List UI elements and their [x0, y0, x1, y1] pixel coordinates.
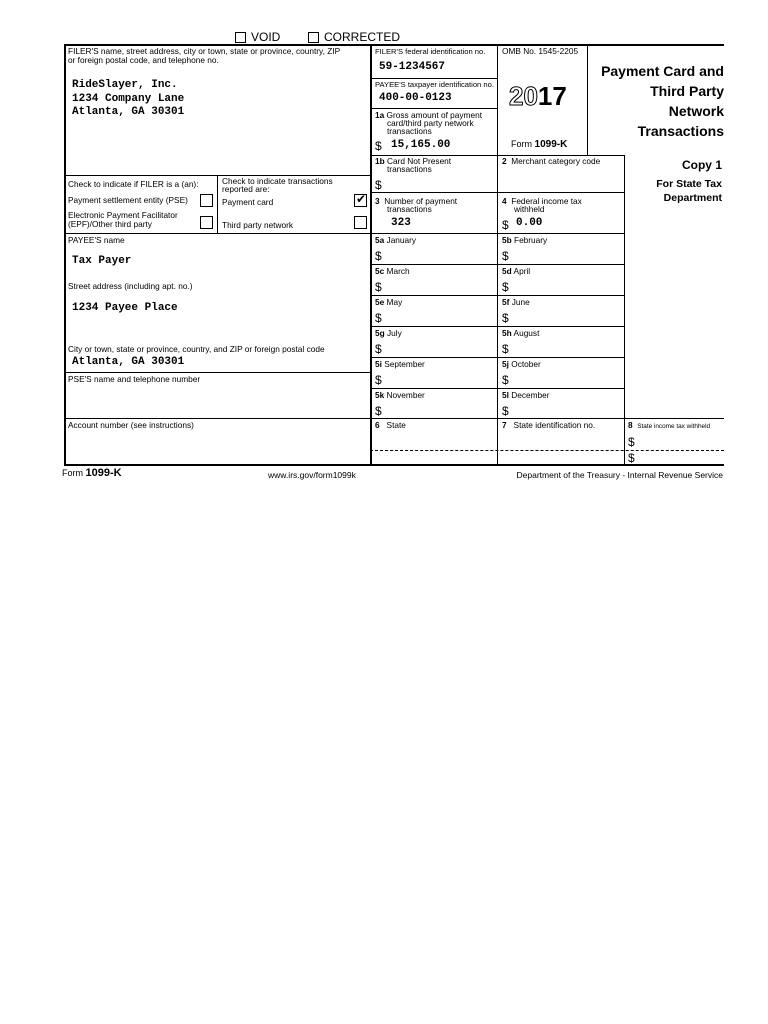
- box-3-label-1: 3 Number of payment: [375, 196, 458, 206]
- box-5f-label: 5f June: [502, 297, 530, 307]
- corrected-checkbox[interactable]: [308, 32, 319, 43]
- box-1b-label-2: transactions: [387, 164, 432, 174]
- box-5k-label: 5k November: [375, 390, 425, 400]
- payment-card-label: Payment card: [222, 197, 274, 207]
- box-5l-label: 5l December: [502, 390, 550, 400]
- box-5g-label: 5g July: [375, 328, 402, 338]
- void-checkbox[interactable]: [235, 32, 246, 43]
- pse-label: Payment settlement entity (PSE): [68, 195, 188, 205]
- payment-card-checkbox[interactable]: [354, 194, 367, 207]
- epf-label-1: Electronic Payment Facilitator: [68, 210, 178, 220]
- payee-tin-label: PAYEE'S taxpayer identification no.: [375, 80, 494, 89]
- footer-url[interactable]: www.irs.gov/form1099k: [268, 470, 356, 480]
- box-2-label: 2 Merchant category code: [502, 156, 601, 166]
- box-5d-dollar[interactable]: $: [502, 280, 509, 294]
- box-6-label: 6 State: [375, 420, 406, 430]
- pse-checkbox[interactable]: [200, 194, 213, 207]
- corrected-label: CORRECTED: [324, 30, 401, 44]
- form-title: Payment Card and Third Party Network Transactions: [601, 63, 724, 139]
- box-5a-label: 5a January: [375, 235, 417, 245]
- box-5h-label: 5h August: [502, 328, 540, 338]
- filer-street[interactable]: 1234 Company Lane: [72, 93, 185, 105]
- filer-city[interactable]: Atlanta, GA 30301: [72, 106, 185, 118]
- filer-fin-value[interactable]: 59-1234567: [379, 61, 446, 73]
- box-1a-label-1: 1a Gross amount of payment: [375, 110, 483, 120]
- filer-fin-label: FILER'S federal identification no.: [375, 47, 486, 56]
- box-4-label-2: withheld: [514, 204, 545, 214]
- box-5b-dollar[interactable]: $: [502, 249, 509, 263]
- footer-department: Department of the Treasury - Internal Revenue Service: [516, 470, 723, 480]
- box-5j-dollar[interactable]: $: [502, 373, 509, 387]
- box-1a-value[interactable]: 15,165.00: [391, 139, 451, 151]
- box-5e-dollar[interactable]: $: [375, 311, 382, 325]
- box-3-label-2: transactions: [387, 204, 432, 214]
- copy-title: Copy 1: [681, 158, 722, 172]
- box-4-dollar: $: [502, 218, 509, 232]
- box-5b-label: 5b February: [502, 235, 548, 245]
- box-5e-label: 5e May: [375, 297, 403, 307]
- filer-type-label: Check to indicate if FILER is a (an):: [68, 179, 199, 189]
- box-5l-dollar[interactable]: $: [502, 404, 509, 418]
- box-1a-dollar: $: [375, 139, 382, 153]
- box-5f-dollar[interactable]: $: [502, 311, 509, 325]
- box-5a-dollar[interactable]: $: [375, 249, 382, 263]
- payee-street-label: Street address (including apt. no.): [68, 281, 193, 291]
- box-1a-label-3: transactions: [387, 126, 432, 136]
- filer-label-2: or foreign postal code, and telephone no.: [68, 55, 219, 65]
- tax-year-outline: 20: [509, 81, 538, 111]
- pse-name-label: PSE'S name and telephone number: [68, 374, 201, 384]
- payee-tin-value[interactable]: 400-00-0123: [379, 92, 452, 104]
- box-5d-label: 5d April: [502, 266, 531, 276]
- box-5j-label: 5j October: [502, 359, 541, 369]
- box-4-value[interactable]: 0.00: [516, 217, 543, 229]
- void-label: VOID: [251, 30, 281, 44]
- box-5h-dollar[interactable]: $: [502, 342, 509, 356]
- third-party-label: Third party network: [222, 220, 294, 230]
- box-8-label: 8 State income tax withheld: [628, 420, 711, 430]
- tax-year: [509, 81, 567, 111]
- box-5g-dollar[interactable]: $: [375, 342, 382, 356]
- payee-name[interactable]: Tax Payer: [72, 255, 132, 267]
- third-party-checkbox[interactable]: [354, 216, 367, 229]
- trans-type-label-1: Check to indicate transactions: [222, 176, 333, 186]
- payee-name-label: PAYEE'S name: [68, 235, 125, 245]
- box-1b-label-1: 1b Card Not Present: [375, 156, 452, 166]
- box-4-label-1: 4 Federal income tax: [502, 196, 582, 206]
- box-5i-dollar[interactable]: $: [375, 373, 382, 387]
- box-1a-label-2: card/third party network: [387, 118, 474, 128]
- payee-city-label: City or town, state or province, country, and ZIP or foreign postal code: [68, 344, 325, 354]
- box-3-value[interactable]: 323: [391, 217, 411, 229]
- filer-label: FILER'S name, street address, city or town, state or province, country, ZIP: [68, 46, 341, 56]
- omb-number: OMB No. 1545-2205: [502, 46, 579, 56]
- box-8-dollar-2: $: [628, 451, 635, 465]
- box-8-dollar-1: $: [628, 435, 635, 449]
- check-mark-icon: ✔: [356, 192, 367, 206]
- box-1b-dollar: $: [375, 178, 382, 192]
- payee-city[interactable]: Atlanta, GA 30301: [72, 356, 185, 368]
- box-5c-dollar[interactable]: $: [375, 280, 382, 294]
- box-5c-label: 5c March: [375, 266, 410, 276]
- box-5k-dollar[interactable]: $: [375, 404, 382, 418]
- footer-form-id: Form 1099-K: [62, 467, 122, 479]
- box-5i-label: 5i September: [375, 359, 425, 369]
- payee-street[interactable]: 1234 Payee Place: [72, 302, 178, 314]
- epf-label-2: (EPF)/Other third party: [68, 219, 152, 229]
- tax-year-solid: 17: [537, 81, 567, 111]
- filer-name[interactable]: RideSlayer, Inc.: [72, 79, 178, 91]
- copy-destination: For State Tax Department: [656, 178, 722, 204]
- account-number-label: Account number (see instructions): [68, 420, 194, 430]
- trans-type-label-2: reported are:: [222, 184, 270, 194]
- epf-checkbox[interactable]: [200, 216, 213, 229]
- form-id: Form 1099-K: [511, 139, 568, 150]
- box-7-label: 7 State identification no.: [502, 420, 596, 430]
